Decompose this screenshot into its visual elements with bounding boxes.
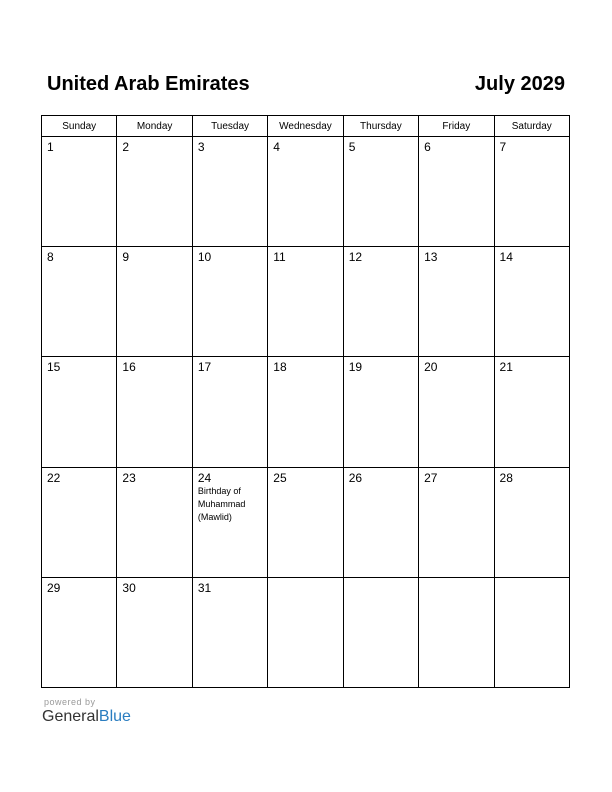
day-number: 25 xyxy=(273,470,287,485)
month-year-title: July 2029 xyxy=(474,73,565,95)
day-number: 29 xyxy=(47,580,61,595)
footer-branding xyxy=(42,697,131,727)
day-number: 23 xyxy=(122,470,136,485)
week-row xyxy=(42,247,570,357)
day-cell xyxy=(192,467,267,577)
day-cell xyxy=(343,137,418,247)
weekday-friday: Friday xyxy=(419,116,494,137)
brand-name-blue: Blue xyxy=(98,708,131,725)
day-number: 24 xyxy=(197,470,212,485)
weekday-header-row xyxy=(42,116,570,137)
day-number: 8 xyxy=(47,250,54,265)
day-number: 26 xyxy=(348,470,363,485)
day-cell xyxy=(42,137,117,247)
weekday-monday: Monday xyxy=(117,116,192,137)
day-cell xyxy=(343,577,418,687)
day-cell xyxy=(42,247,117,357)
day-number: 12 xyxy=(348,250,363,265)
day-number: 15 xyxy=(47,360,61,375)
brand-logo xyxy=(42,707,131,727)
day-cell xyxy=(117,577,192,687)
day-number: 16 xyxy=(122,360,136,375)
day-number: 7 xyxy=(499,140,507,154)
day-number xyxy=(344,578,418,581)
day-cell xyxy=(268,577,343,687)
day-number: 10 xyxy=(197,250,212,265)
day-cell xyxy=(117,247,192,357)
day-number: 19 xyxy=(348,360,363,375)
day-number: 27 xyxy=(424,470,438,485)
brand-name-general: General xyxy=(42,708,99,725)
day-number: 3 xyxy=(197,140,205,154)
week-row xyxy=(42,577,570,687)
day-cell xyxy=(192,247,267,357)
weekday-sunday: Sunday xyxy=(42,116,117,137)
day-cell xyxy=(268,467,343,577)
day-cell xyxy=(192,357,267,467)
day-cell xyxy=(192,137,267,247)
day-cell xyxy=(117,357,192,467)
weekday-saturday: Saturday xyxy=(494,116,569,137)
day-cell xyxy=(419,137,494,247)
day-cell xyxy=(42,467,117,577)
day-cell xyxy=(268,357,343,467)
day-cell xyxy=(117,467,192,577)
day-cell xyxy=(494,357,569,467)
day-number: 1 xyxy=(47,140,54,154)
day-number: 22 xyxy=(47,470,61,485)
day-number xyxy=(495,578,569,581)
day-cell xyxy=(494,247,569,357)
day-cell xyxy=(42,357,117,467)
calendar-grid xyxy=(41,115,570,688)
week-row xyxy=(42,357,570,467)
day-cell xyxy=(268,137,343,247)
day-number: 11 xyxy=(273,250,286,265)
day-cell xyxy=(117,137,192,247)
day-cell xyxy=(494,137,569,247)
day-number: 6 xyxy=(424,140,431,154)
week-row xyxy=(42,137,570,247)
weekday-tuesday: Tuesday xyxy=(192,116,267,137)
day-number: 28 xyxy=(499,470,513,485)
day-cell xyxy=(419,577,494,687)
country-title: United Arab Emirates xyxy=(47,73,250,95)
day-cell xyxy=(343,357,418,467)
day-number: 31 xyxy=(197,580,212,595)
powered-by-text: powered by xyxy=(44,697,96,707)
day-cell xyxy=(494,577,569,687)
day-cell xyxy=(42,577,117,687)
day-number: 9 xyxy=(122,250,130,265)
day-cell xyxy=(343,467,418,577)
day-number: 20 xyxy=(424,360,438,375)
day-cell xyxy=(419,467,494,577)
weekday-wednesday: Wednesday xyxy=(268,116,343,137)
day-number xyxy=(268,578,342,581)
week-row xyxy=(42,467,570,577)
day-cell xyxy=(494,467,569,577)
day-number: 4 xyxy=(273,140,280,154)
day-number: 14 xyxy=(499,250,513,265)
day-cell xyxy=(343,247,418,357)
day-number: 2 xyxy=(122,140,130,154)
day-cell xyxy=(419,357,494,467)
day-number xyxy=(419,578,493,581)
day-number: 5 xyxy=(348,140,356,154)
day-number: 17 xyxy=(197,360,212,375)
day-cell xyxy=(192,577,267,687)
day-cell xyxy=(419,247,494,357)
day-number: 18 xyxy=(273,360,287,375)
day-number: 21 xyxy=(499,360,513,375)
day-number: 13 xyxy=(424,250,438,265)
holiday-event: Birthday of Muhammad (Mawlid) xyxy=(197,485,246,522)
day-cell xyxy=(268,247,343,357)
day-number: 30 xyxy=(122,580,136,595)
weekday-thursday: Thursday xyxy=(343,116,418,137)
